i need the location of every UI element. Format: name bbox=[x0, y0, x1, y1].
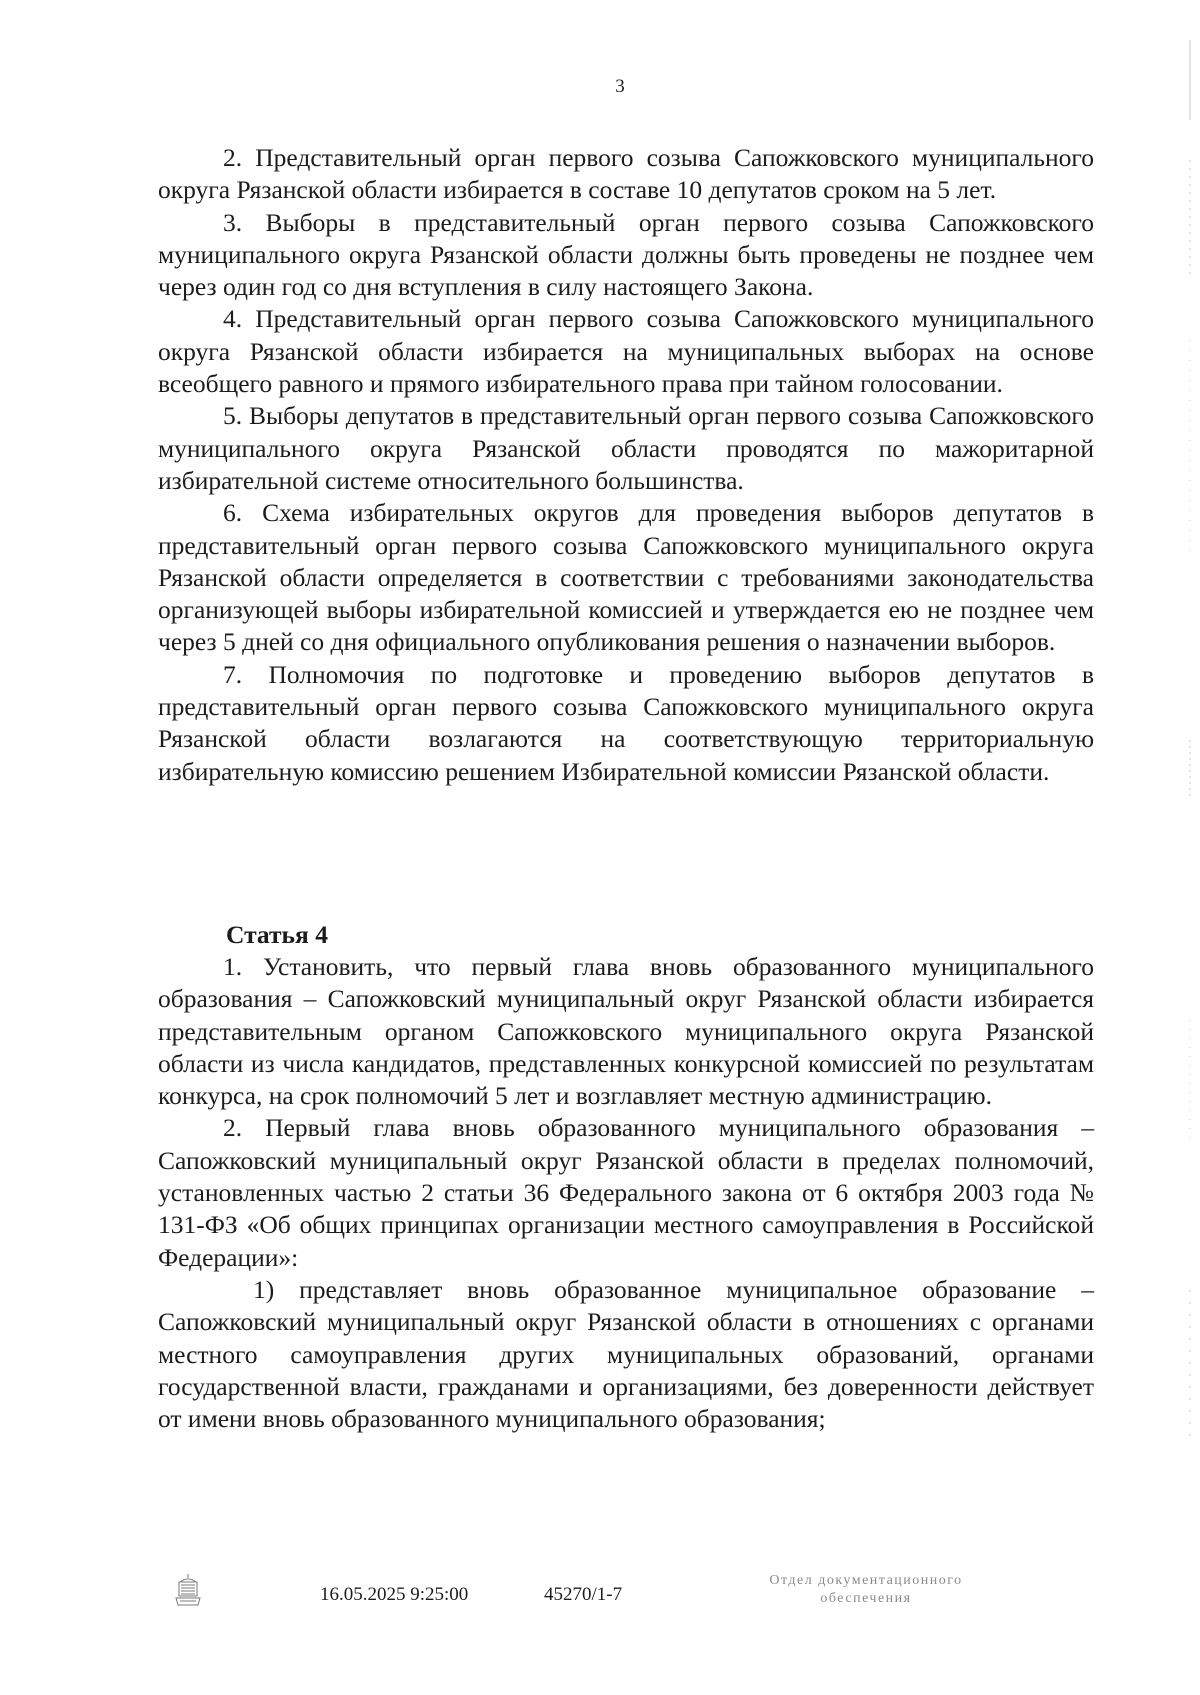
scan-margin-marks bbox=[1184, 40, 1196, 1540]
section-paragraphs-part2 bbox=[158, 951, 1094, 1435]
paragraph-3: 3. Выборы в представительный орган первого созыва Сапожковского муниципального округа Рязанской области должны быть проведены не позднее чем через один год со дня вступления в силу настоящего Закона. bbox=[158, 207, 1094, 302]
section-paragraphs-part1 bbox=[158, 142, 1094, 788]
paragraph-6: 6. Схема избирательных округов для проведения выборов депутатов в представительный орган первого созыва Сапожковского муниципального округа Рязанской области определяется в соответствии с требованиями законодательства организующей выборы избирательной комиссией и утверждается ею не позднее чем через 5 дней со дня официального опубликования решения о назначении выборов. bbox=[158, 498, 1094, 657]
department-stamp-line1: Отдел документационного bbox=[769, 1573, 963, 1588]
paragraph-5: 5. Выборы депутатов в представительный орган первого созыва Сапожковского муниципального округа Рязанской области проводятся по мажоритарной избирательной системе относительного большинства. bbox=[158, 401, 1094, 495]
article4-subparagraph-1: 1) представляет вновь образованное муниципальное образование – Сапожковский муниципальный округ Рязанской области в отношениях с органами местного самоуправления других муниципальных образований, органами государственной власти, гражданами и организациями, без доверенности действует от имени вновь образованного муниципального образования; bbox=[158, 1274, 1094, 1434]
article4-paragraph-1: 1. Установить, что первый глава вновь образованного муниципального образования – Сапожковский муниципальный округ Рязанской области избирается представительным органом Сапожковского муниципального округа Рязанской области из числа кандидатов, представленных конкурсной комиссией по результатам конкурса, на срок полномочий 5 лет и возглавляет местную администрацию. bbox=[158, 952, 1094, 1111]
page-footer bbox=[0, 1572, 1200, 1632]
coat-of-arms-emblem-icon bbox=[172, 1572, 204, 1608]
department-stamp-line2: обеспечения bbox=[820, 1591, 912, 1606]
article-heading: Статья 4 bbox=[226, 920, 328, 949]
footer-date: 16.05.2025 9:25:00 bbox=[320, 1584, 469, 1605]
paragraph-7: 7. Полномочия по подготовке и проведению выборов депутатов в представительный орган первого созыва Сапожковского муниципального округа Рязанской области возлагаются на соответствующую территориальную избирательную комиссию решением Избирательной комиссии Рязанской области. bbox=[158, 659, 1094, 786]
footer-document-number: 45270/1-7 bbox=[544, 1584, 623, 1605]
paragraph-2: 2. Представительный орган первого созыва Сапожковского муниципального округа Рязанской области избирается в составе 10 депутатов сроком на 5 лет. bbox=[158, 143, 1094, 205]
article4-paragraph-2: 2. Первый глава вновь образованного муниципального образования – Сапожковский муниципальный округ Рязанской области в пределах полномочий, установленных частью 2 статьи 36 Федерального закона от 6 октября 2003 года № 131-ФЗ «Об общих принципах организации местного самоуправления в Российской Федерации»: bbox=[158, 1113, 1094, 1272]
department-stamp bbox=[716, 1572, 1016, 1608]
paragraph-4: 4. Представительный орган первого созыва Сапожковского муниципального округа Рязанской области избирается на муниципальных выборах на основе всеобщего равного и прямого избирательного права при тайном голосовании. bbox=[158, 304, 1094, 399]
page-number: 3 bbox=[615, 76, 625, 97]
